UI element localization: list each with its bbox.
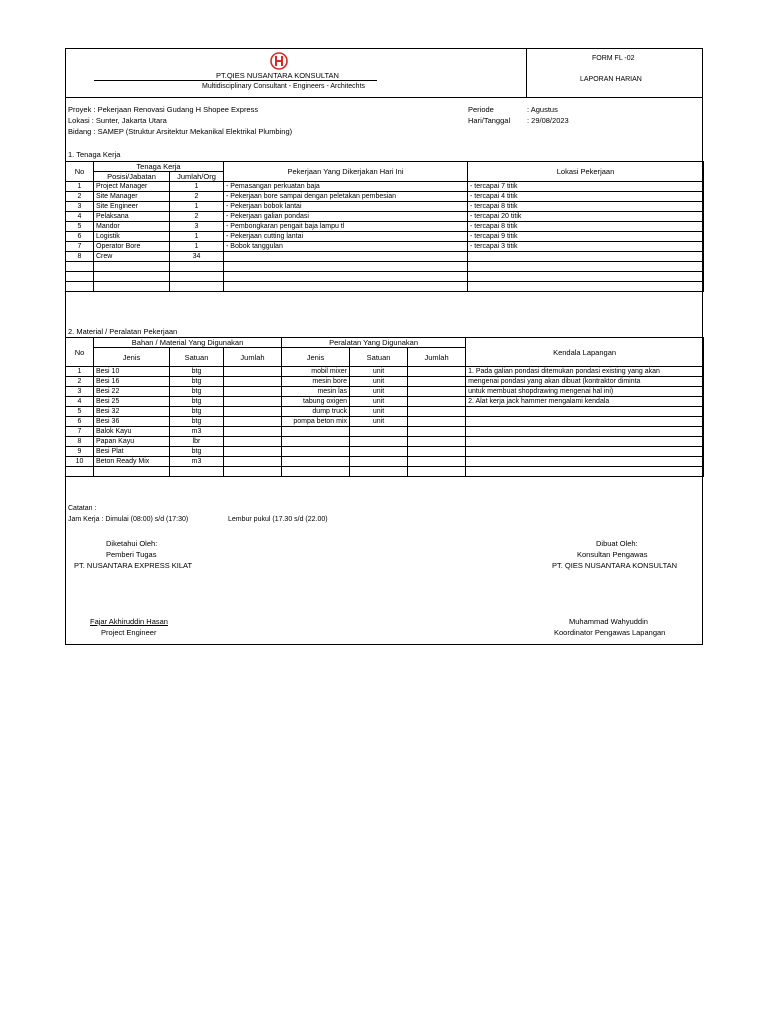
workforce-row [66,242,704,252]
row-posisi: Site Manager [94,192,170,202]
row-pekerjaan: - Pembongkaran pengait baja lampu tl [224,222,468,232]
notes-label: Catatan : [68,505,97,512]
material-row [66,447,704,457]
header-posisi: Posisi/Jabatan [94,172,170,182]
row-alat-jumlah [408,457,466,467]
header-alat-jenis: Jenis [282,348,350,367]
row-posisi: Operator Bore [94,242,170,252]
row-no: 2 [66,192,94,202]
workforce-table [65,161,704,292]
row-satuan: btg [170,397,224,407]
row-jumlah: 1 [170,242,224,252]
row-posisi: Pelaksana [94,212,170,222]
left-sign-title: Project Engineer [101,628,157,637]
row-jumlah [224,397,282,407]
row-lokasi: - tercapai 9 titik [468,232,704,242]
row-alat [282,457,350,467]
material-row [66,367,704,377]
row-no: 5 [66,222,94,232]
row-alat-jumlah [408,367,466,377]
section-1-title: 1. Tenaga Kerja [68,150,121,159]
company-underline [94,80,377,81]
row-no [66,467,94,477]
row-kendala: 2. Alat kerja jack hammer mengalami kendala [466,397,704,407]
period-value: : Agustus [527,105,558,114]
row-jumlah [224,457,282,467]
row-jumlah [224,427,282,437]
row-satuan: m3 [170,427,224,437]
workforce-row [66,232,704,242]
row-satuan: btg [170,407,224,417]
row-lokasi [468,272,704,282]
right-sign-role: Konsultan Pengawas [577,550,648,559]
material-row [66,397,704,407]
header-no: No [66,162,94,182]
header-alat-satuan: Satuan [350,348,408,367]
row-jenis: Besi 10 [94,367,170,377]
header-kendala: Kendala Lapangan [466,338,704,367]
row-jumlah [224,387,282,397]
row-jumlah: 1 [170,232,224,242]
row-alat-jumlah [408,387,466,397]
row-pekerjaan: - Bobok tanggulan [224,242,468,252]
row-jenis: Besi 16 [94,377,170,387]
row-alat-jumlah [408,437,466,447]
row-satuan: btg [170,417,224,427]
row-jumlah [224,407,282,417]
period-label: Periode [468,105,494,114]
row-posisi: Mandor [94,222,170,232]
row-no: 4 [66,212,94,222]
row-posisi: Crew [94,252,170,262]
header-peralatan: Peralatan Yang Digunakan [282,338,466,348]
row-posisi: Project Manager [94,182,170,192]
left-sign-role: Pemberi Tugas [106,550,157,559]
row-no: 1 [66,182,94,192]
row-alat-satuan: unit [350,417,408,427]
row-no [66,272,94,282]
section-2-title: 2. Material / Peralatan Pekerjaan [68,327,178,336]
project-name: Proyek : Pekerjaan Renovasi Gudang H Shopee Express [68,105,259,114]
material-table [65,337,704,477]
row-alat-jumlah [408,467,466,477]
row-pekerjaan: - Pekerjaan galian pondasi [224,212,468,222]
row-no: 8 [66,252,94,262]
row-posisi [94,282,170,292]
row-satuan: btg [170,447,224,457]
row-pekerjaan [224,262,468,272]
row-alat-satuan: unit [350,397,408,407]
header-lokasi: Lokasi Pekerjaan [468,162,704,182]
row-jenis: Besi 22 [94,387,170,397]
row-kendala [466,457,704,467]
right-sign-name: Muhammad Wahyuddin [569,617,648,626]
form-code: FORM FL -02 [592,55,635,62]
row-alat-satuan: unit [350,367,408,377]
date-label: Hari/Tanggal [468,116,511,125]
row-jumlah [224,437,282,447]
row-no: 2 [66,377,94,387]
workforce-row [66,212,704,222]
row-jumlah [170,262,224,272]
header-jenis: Jenis [94,348,170,367]
right-sign-heading: Dibuat Oleh: [596,539,638,548]
row-alat: pompa beton mix [282,417,350,427]
left-sign-name: Fajar Akhiruddin Hasan [90,617,168,626]
material-row [66,467,704,477]
left-sign-heading: Diketahui Oleh: [106,539,158,548]
row-jumlah [224,367,282,377]
row-no: 8 [66,437,94,447]
row-satuan: btg [170,367,224,377]
row-jumlah: 1 [170,182,224,192]
row-alat-satuan [350,427,408,437]
row-alat-satuan [350,437,408,447]
row-jenis: Beton Ready Mix [94,457,170,467]
material-row [66,427,704,437]
row-satuan: btg [170,377,224,387]
row-jumlah [224,467,282,477]
row-jenis: Papan Kayu [94,437,170,447]
header-satuan: Satuan [170,348,224,367]
row-posisi [94,262,170,272]
workforce-row [66,282,704,292]
row-kendala: mengenai pondasi yang akan dibuat (kontraktor diminta [466,377,704,387]
row-alat [282,427,350,437]
row-alat: mesin bore [282,377,350,387]
material-row [66,407,704,417]
row-alat [282,467,350,477]
workforce-row [66,182,704,192]
project-field: Bidang : SAMEP (Struktur Arsitektur Mekanikal Elektrikal Plumbing) [68,127,293,136]
row-kendala [466,467,704,477]
row-no: 10 [66,457,94,467]
row-lokasi [468,252,704,262]
row-no: 6 [66,232,94,242]
row-kendala [466,427,704,437]
row-alat-satuan [350,447,408,457]
header-bahan: Bahan / Material Yang Digunakan [94,338,282,348]
left-sign-company: PT. NUSANTARA EXPRESS KILAT [74,561,193,570]
row-kendala: untuk membuat shopdrawing mengenai hal ini) [466,387,704,397]
row-pekerjaan: - Pekerjaan cutting lantai [224,232,468,242]
row-no: 9 [66,447,94,457]
row-alat-jumlah [408,397,466,407]
row-no: 7 [66,427,94,437]
row-no: 4 [66,397,94,407]
row-alat-jumlah [408,417,466,427]
row-jumlah [170,282,224,292]
row-jumlah: 2 [170,192,224,202]
workforce-row [66,222,704,232]
project-location: Lokasi : Sunter, Jakarta Utara [68,116,167,125]
row-alat-satuan: unit [350,387,408,397]
right-sign-company: PT. QIES NUSANTARA KONSULTAN [552,561,678,570]
row-pekerjaan: - Pemasangan perkuatan baja [224,182,468,192]
row-alat: dump truck [282,407,350,417]
row-lokasi [468,262,704,272]
row-lokasi: - tercapai 8 titik [468,222,704,232]
row-lokasi: - tercapai 4 titik [468,192,704,202]
workforce-row [66,262,704,272]
row-jumlah [170,272,224,282]
row-posisi: Logistik [94,232,170,242]
date-value: : 29/08/2023 [527,116,569,125]
row-no: 6 [66,417,94,427]
row-alat-satuan [350,457,408,467]
row-alat [282,447,350,457]
row-jenis: Besi Plat [94,447,170,457]
row-alat: tabung oxigen [282,397,350,407]
material-row [66,437,704,447]
row-jumlah: 1 [170,202,224,212]
row-kendala [466,437,704,447]
row-satuan: lbr [170,437,224,447]
row-no: 1 [66,367,94,377]
row-no: 3 [66,387,94,397]
material-row [66,457,704,467]
header-jumlah: Jumlah [224,348,282,367]
row-satuan: m3 [170,457,224,467]
row-no [66,262,94,272]
row-posisi: Site Engineer [94,202,170,212]
right-sign-title: Koordinator Pengawas Lapangan [554,628,666,637]
row-alat [282,437,350,447]
row-lokasi: - tercapai 7 titik [468,182,704,192]
row-jenis [94,467,170,477]
work-hours: Jam Kerja : Dimulai (08:00) s/d (17:30) [68,516,189,523]
row-alat-jumlah [408,447,466,457]
row-jumlah [224,447,282,457]
row-lokasi [468,282,704,292]
row-alat-satuan [350,467,408,477]
row-jumlah: 2 [170,212,224,222]
workforce-row [66,192,704,202]
material-row [66,387,704,397]
row-alat-jumlah [408,427,466,437]
row-alat: mesin las [282,387,350,397]
company-logo [269,51,289,71]
row-no: 7 [66,242,94,252]
row-jumlah: 34 [170,252,224,262]
row-lokasi: - tercapai 3 titik [468,242,704,252]
material-row [66,417,704,427]
row-alat-satuan: unit [350,407,408,417]
header-no: No [66,338,94,367]
row-alat: mobil mixer [282,367,350,377]
header-tenaga-kerja: Tenaga Kerja [94,162,224,172]
row-no: 5 [66,407,94,417]
material-row [66,377,704,387]
row-kendala [466,407,704,417]
company-tagline: Multidisciplinary Consultant - Engineers - Architechts [202,83,366,90]
row-jumlah: 3 [170,222,224,232]
header-jumlah: Jumlah/Org [170,172,224,182]
row-satuan: btg [170,387,224,397]
row-lokasi: - tercapai 8 titik [468,202,704,212]
header-pekerjaan: Pekerjaan Yang Dikerjakan Hari Ini [224,162,468,182]
row-pekerjaan [224,282,468,292]
row-pekerjaan [224,272,468,282]
row-jenis: Besi 25 [94,397,170,407]
row-kendala: 1. Pada galian pondasi ditemukan pondasi existing yang akan [466,367,704,377]
row-alat-jumlah [408,377,466,387]
row-pekerjaan: - Pekerjaan bore sampai dengan peletakan pembesian [224,192,468,202]
header-alat-jumlah: Jumlah [408,348,466,367]
row-pekerjaan [224,252,468,262]
row-jumlah [224,377,282,387]
workforce-row [66,252,704,262]
row-alat-satuan: unit [350,377,408,387]
row-posisi [94,272,170,282]
report-title: LAPORAN HARIAN [580,76,642,83]
workforce-row [66,272,704,282]
row-kendala [466,447,704,457]
daily-report-sheet [65,48,703,645]
row-pekerjaan: - Pekerjaan bobok lantai [224,202,468,212]
company-name: PT.QIES NUSANTARA KONSULTAN [216,71,339,80]
overtime-hours: Lembur pukul (17.30 s/d (22.00) [228,516,328,523]
row-satuan [170,467,224,477]
row-no: 3 [66,202,94,212]
row-no [66,282,94,292]
row-kendala [466,417,704,427]
row-alat-jumlah [408,407,466,417]
row-jenis: Balok Kayu [94,427,170,437]
row-lokasi: - tercapai 20 titik [468,212,704,222]
row-jenis: Besi 32 [94,407,170,417]
workforce-row [66,202,704,212]
row-jenis: Besi 36 [94,417,170,427]
row-jumlah [224,417,282,427]
